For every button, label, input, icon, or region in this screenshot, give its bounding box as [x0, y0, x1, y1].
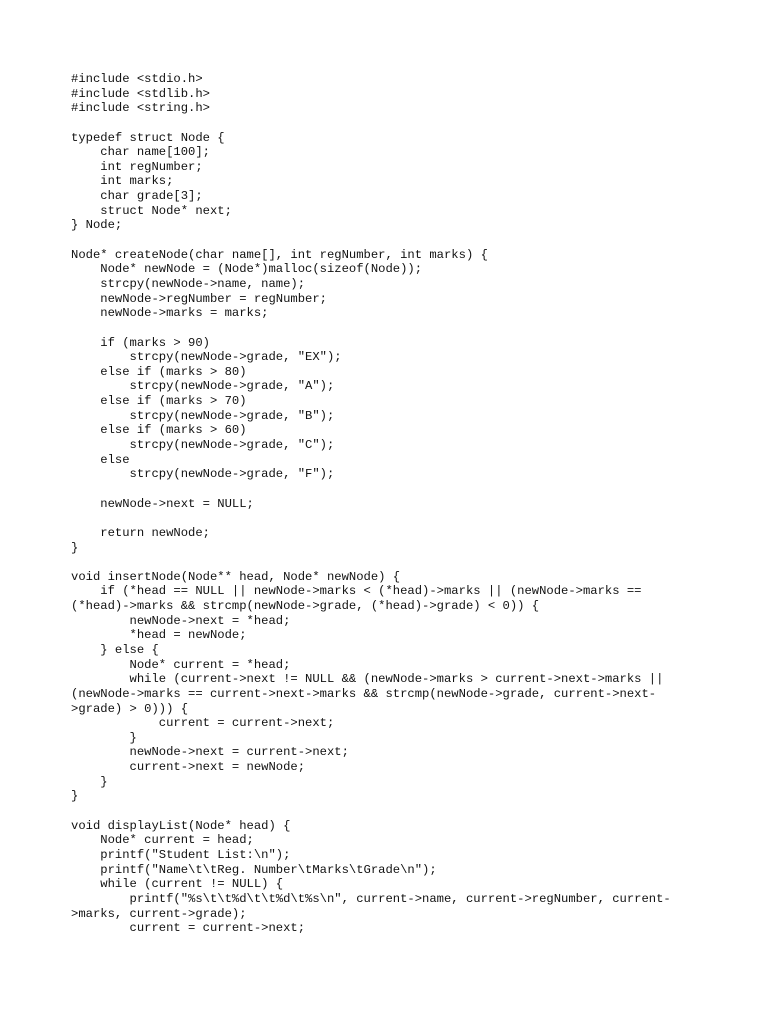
- code-line: typedef struct Node {: [71, 130, 225, 145]
- code-line: else if (marks > 60): [71, 423, 247, 438]
- code-line: printf("Student List:\n");: [71, 847, 291, 862]
- code-line: newNode->next = *head;: [71, 613, 291, 628]
- code-line: char name[100];: [71, 145, 210, 160]
- code-line: int marks;: [71, 174, 174, 189]
- code-line: void insertNode(Node** head, Node* newNode) {: [71, 569, 401, 584]
- code-line: newNode->regNumber = regNumber;: [71, 291, 327, 306]
- code-line: >marks, current->grade);: [71, 906, 247, 921]
- code-line: [71, 482, 731, 497]
- code-line: } Node;: [71, 218, 123, 233]
- code-line: newNode->marks = marks;: [71, 306, 269, 321]
- code-line: [71, 116, 731, 131]
- code-line: void displayList(Node* head) {: [71, 818, 291, 833]
- code-line: (*head)->marks && strcmp(newNode->grade, (*head)->grade) < 0)) {: [71, 599, 540, 614]
- code-line: newNode->next = current->next;: [71, 745, 349, 760]
- code-line: [71, 804, 731, 819]
- code-line: else if (marks > 80): [71, 364, 247, 379]
- code-line: }: [71, 730, 137, 745]
- code-line: #include <string.h>: [71, 101, 210, 116]
- code-line: printf("%s\t\t%d\t\t%d\t%s\n", current->name, current->regNumber, current-: [71, 891, 671, 906]
- code-line: current = current->next;: [71, 716, 335, 731]
- code-line: if (*head == NULL || newNode->marks < (*head)->marks || (newNode->marks ==: [71, 584, 642, 599]
- code-line: strcpy(newNode->grade, "F");: [71, 467, 335, 482]
- code-line: printf("Name\t\tReg. Number\tMarks\tGrade\n");: [71, 862, 437, 877]
- code-line: (newNode->marks == current->next->marks && strcmp(newNode->grade, current->next-: [71, 686, 657, 701]
- source-code-block: [71, 72, 731, 936]
- code-line: #include <stdlib.h>: [71, 86, 210, 101]
- code-line: Node* current = *head;: [71, 657, 291, 672]
- code-line: *head = newNode;: [71, 628, 247, 643]
- code-line: else: [71, 452, 130, 467]
- code-line: newNode->next = NULL;: [71, 496, 254, 511]
- code-line: strcpy(newNode->grade, "C");: [71, 438, 335, 453]
- code-line: }: [71, 789, 79, 804]
- code-line: current = current->next;: [71, 921, 306, 936]
- code-line: Node* current = head;: [71, 833, 254, 848]
- code-line: char grade[3];: [71, 189, 203, 204]
- code-line: strcpy(newNode->grade, "B");: [71, 408, 335, 423]
- code-line: strcpy(newNode->grade, "EX");: [71, 350, 342, 365]
- code-line: struct Node* next;: [71, 203, 232, 218]
- code-line: Node* createNode(char name[], int regNumber, int marks) {: [71, 247, 488, 262]
- code-line: strcpy(newNode->name, name);: [71, 276, 306, 291]
- code-line: if (marks > 90): [71, 335, 210, 350]
- code-line: Node* newNode = (Node*)malloc(sizeof(Node));: [71, 262, 423, 277]
- code-line: [71, 233, 731, 248]
- code-line: >grade) > 0))) {: [71, 701, 189, 716]
- code-line: #include <stdio.h>: [71, 72, 203, 86]
- code-line: }: [71, 774, 108, 789]
- code-line: strcpy(newNode->grade, "A");: [71, 379, 335, 394]
- code-line: [71, 321, 731, 336]
- code-line: current->next = newNode;: [71, 760, 306, 775]
- code-line: return newNode;: [71, 525, 210, 540]
- code-line: [71, 555, 731, 570]
- code-line: else if (marks > 70): [71, 394, 247, 409]
- code-line: } else {: [71, 642, 159, 657]
- code-line: }: [71, 540, 79, 555]
- code-line: int regNumber;: [71, 159, 203, 174]
- code-line: [71, 511, 731, 526]
- code-line: while (current->next != NULL && (newNode->marks > current->next->marks ||: [71, 672, 664, 687]
- code-line: while (current != NULL) {: [71, 877, 284, 892]
